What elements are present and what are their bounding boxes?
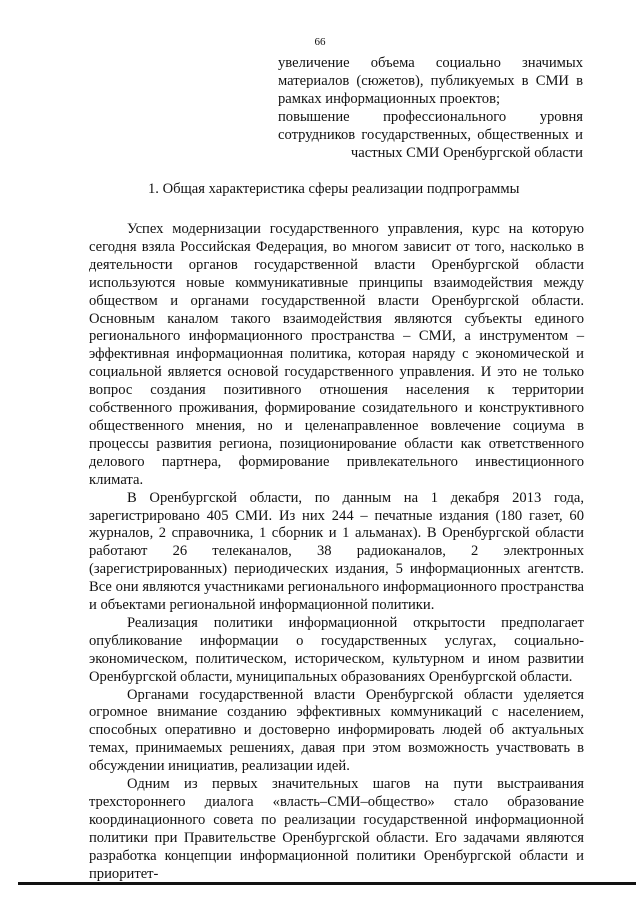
body-text bbox=[89, 221, 584, 884]
paragraph-modernization: Успех модернизации государственного управления, курс на которую сегодня взяла Российская Федерация, во многом зависит от того, насколько в деятельности органов государственной власти Оренбургской области используются новые коммуникативные принципы взаимодействия между обществом и органами государственной власти Оренбургской области. Основным каналом такого взаимодействия являются субъекты единого регионального информационного пространства – СМИ, а инструментом – эффективная информационная политика, которая наряду с экономической и социальной является основой государственного управления. И это не только вопрос создания позитивного отношения населения к территории собственного проживания, формирование созидательного и конструктивного общественного мнения, но и целенаправленное вовлечение социума в процессы развития региона, позиционирование области как ответственного делового партнера, формирование привлекательного инвестиционного климата. bbox=[89, 221, 584, 488]
goal-item-materials-volume: увеличение объема социально значимых материалов (сюжетов), публикуемых в СМИ в рамках информационных проектов; bbox=[278, 55, 583, 107]
paragraph-media-statistics: В Оренбургской области, по данным на 1 декабря 2013 года, зарегистрировано 405 СМИ. Из них 244 – печатные издания (180 газет, 60 журналов, 2 справочника, 1 сборник и 1 альманах). В Оренбургской области работают 26 телеканалов, 38 радиоканалов, 2 электронных (зарегистрированных) периодических издания, 5 информационных агентств. Все они являются участниками регионального информационного пространства и объектами региональной информационной политики. bbox=[89, 489, 584, 614]
paragraph-coordination-council: Одним из первых значительных шагов на пути выстраивания трехстороннего диалога «власть–СМИ–общество» стало образование координационного совета по реализации государственной информационной политики при Правительстве Оренбургской области. Его задачами являются разработка концепции информационной политики Оренбургской области и приоритет- bbox=[89, 776, 584, 882]
paragraph-information-openness: Реализация политики информационной открытости предполагает опубликование информации о государственных услугах, социально-экономическом, политическом, историческом, культурном и ином развитии Оренбургской области, муниципальных образованиях Оренбургской области. bbox=[89, 614, 584, 685]
goals-list bbox=[278, 54, 583, 162]
goal-item-journalist-training: повышение профессионального уровня сотрудников государственных, общественных и частных СМИ Оренбургской области bbox=[278, 109, 583, 161]
section-title: 1. Общая характеристика сферы реализации подпрограммы bbox=[148, 181, 520, 197]
bottom-rule bbox=[18, 882, 636, 885]
page-number: 66 bbox=[314, 36, 326, 48]
paragraph-communications: Органами государственной власти Оренбургской области уделяется огромное внимание созданию эффективных коммуникаций с населением, способных оперативно и достоверно информировать людей об актуальных темах, принимаемых решениях, давая при этом возможность участвовать в обсуждении инициатив, реализации идей. bbox=[89, 686, 584, 775]
